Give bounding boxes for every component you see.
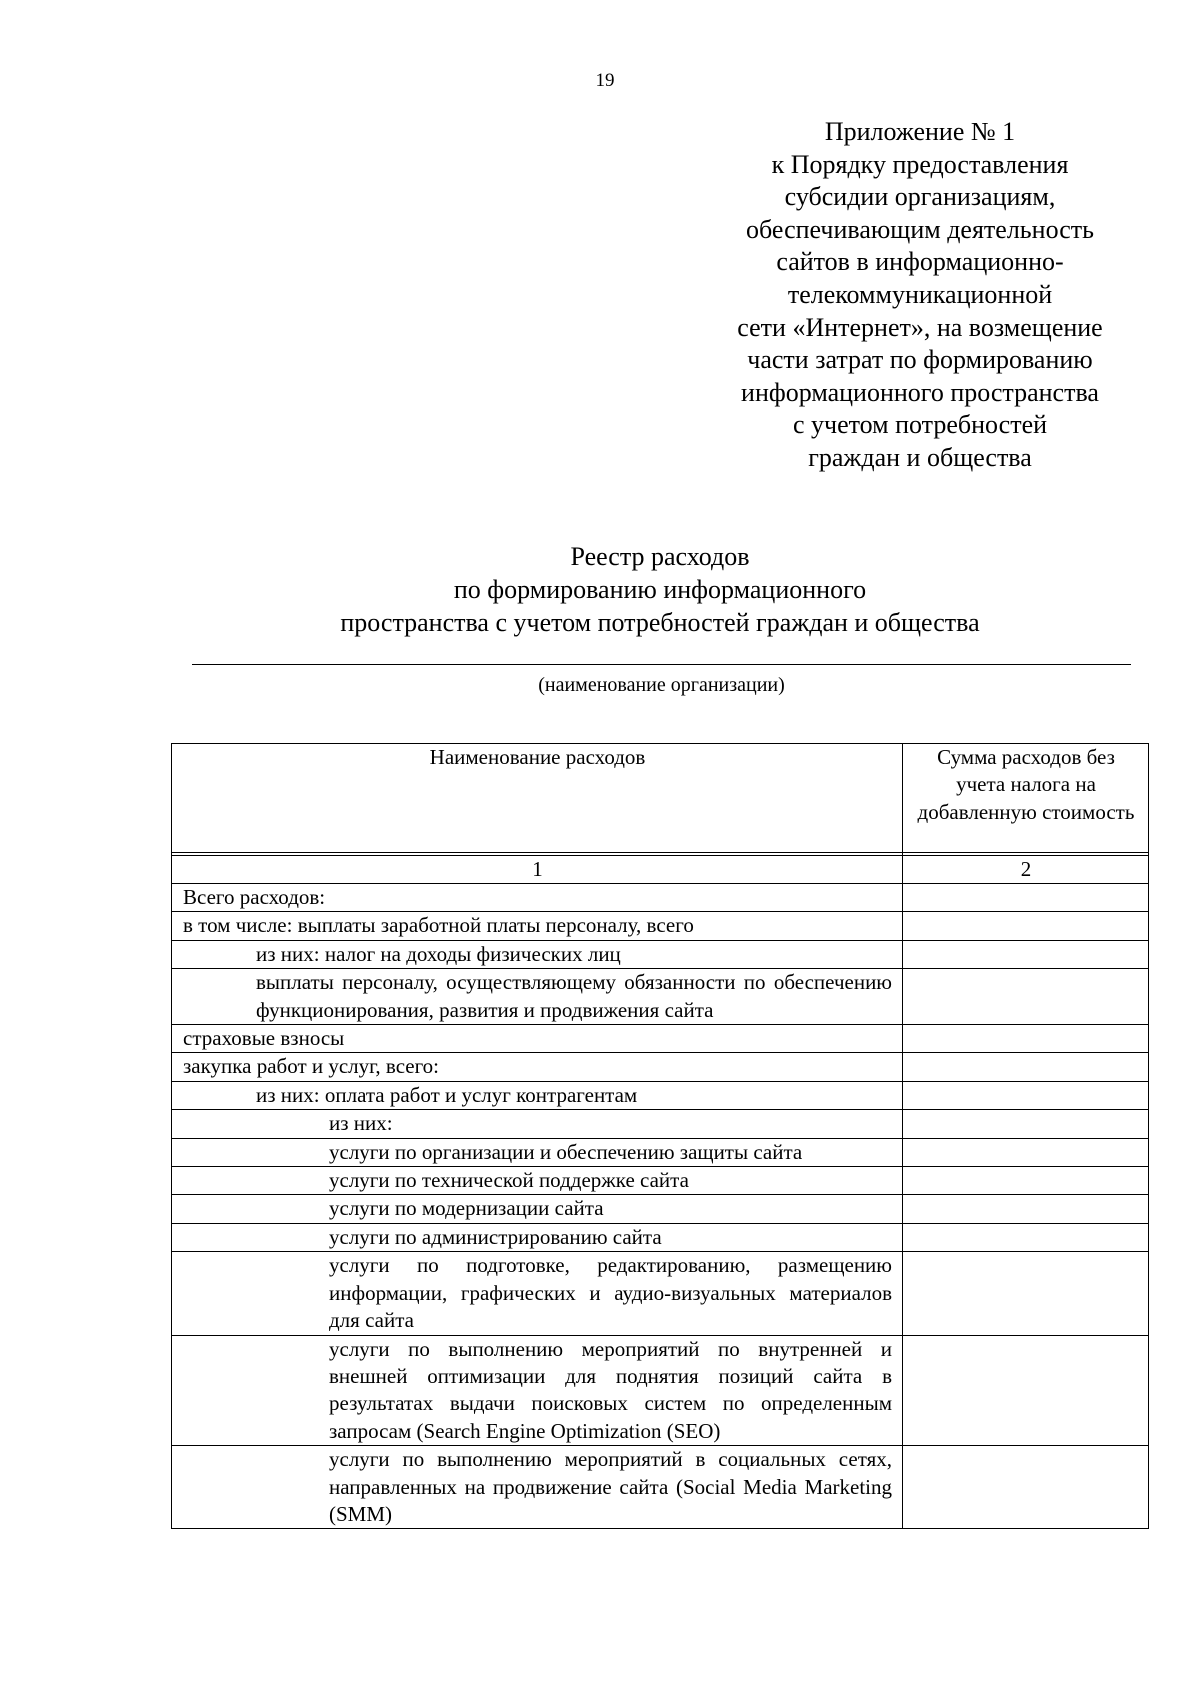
- appendix-line: обеспечивающим деятельность: [746, 214, 1094, 244]
- table-row: [172, 912, 1149, 940]
- document-title: [0, 540, 1200, 639]
- row-value-cell[interactable]: [903, 940, 1149, 968]
- row-value-cell[interactable]: [903, 1446, 1149, 1529]
- row-value-cell[interactable]: [903, 912, 1149, 940]
- row-label: из них:: [172, 1110, 903, 1138]
- table-row: [172, 969, 1149, 1025]
- row-label: закупка работ и услуг, всего:: [172, 1053, 903, 1081]
- row-value-cell[interactable]: [903, 884, 1149, 912]
- row-label: услуги по технической поддержке сайта: [172, 1167, 903, 1195]
- row-label: услуги по модернизации сайта: [172, 1195, 903, 1223]
- table-row: [172, 1081, 1149, 1109]
- appendix-line: части затрат по формированию: [747, 345, 1093, 375]
- row-label: из них: налог на доходы физических лиц: [172, 940, 903, 968]
- row-value-cell[interactable]: [903, 1252, 1149, 1335]
- row-label: из них: оплата работ и услуг контрагентам: [172, 1081, 903, 1109]
- appendix-line: телекоммуникационной: [787, 279, 1053, 309]
- appendix-line: сайтов в информационно-: [776, 247, 1064, 277]
- column-number-1: 1: [172, 856, 903, 884]
- table-row: [172, 1446, 1149, 1529]
- row-label: услуги по подготовке, редактированию, размещению информации, графических и аудио-визуальных материалов для сайта: [172, 1252, 903, 1335]
- column-numbers-row: [172, 856, 1149, 884]
- row-label: услуги по выполнению мероприятий по внутренней и внешней оптимизации для поднятия позиций сайта в результатах выдачи поисковых систем по определенным запросам (Search Engine Optimization (SEO): [172, 1335, 903, 1446]
- expense-registry-table: [171, 743, 1149, 1529]
- table-row: [172, 1335, 1149, 1446]
- table-row: [172, 1167, 1149, 1195]
- appendix-line: граждан и общества: [808, 442, 1032, 472]
- row-label: услуги по администрированию сайта: [172, 1223, 903, 1251]
- appendix-line: информационного пространства: [741, 377, 1099, 407]
- row-label: страховые взносы: [172, 1025, 903, 1053]
- row-value-cell[interactable]: [903, 1195, 1149, 1223]
- row-value-cell[interactable]: [903, 1053, 1149, 1081]
- appendix-line: к Порядку предоставления: [771, 149, 1069, 179]
- table-row: [172, 1223, 1149, 1251]
- header-expense-sum: Сумма расходов без учета налога на добавленную стоимость: [903, 744, 1149, 853]
- organization-caption: (наименование организации): [538, 674, 785, 696]
- row-value-cell[interactable]: [903, 969, 1149, 1025]
- title-line: по формированию информационного: [453, 575, 867, 604]
- row-label: выплаты персоналу, осуществляющему обязанности по обеспечению функционирования, развития и продвижения сайта: [172, 969, 903, 1025]
- row-label: услуги по организации и обеспечению защиты сайта: [172, 1138, 903, 1166]
- table-row: [172, 1025, 1149, 1053]
- appendix-line: сети «Интернет», на возмещение: [737, 312, 1103, 342]
- table-row: [172, 940, 1149, 968]
- title-line: Реестр расходов: [570, 542, 750, 571]
- table-row: [172, 1195, 1149, 1223]
- header-expense-name: Наименование расходов: [172, 744, 903, 853]
- appendix-line: субсидии организациям,: [784, 182, 1056, 212]
- row-value-cell[interactable]: [903, 1110, 1149, 1138]
- row-value-cell[interactable]: [903, 1025, 1149, 1053]
- page-number: 19: [595, 70, 615, 91]
- row-value-cell[interactable]: [903, 1081, 1149, 1109]
- table-row: [172, 1053, 1149, 1081]
- table-row: [172, 1252, 1149, 1335]
- title-line: пространства с учетом потребностей граждан и общества: [340, 608, 980, 637]
- row-label: в том числе: выплаты заработной платы персоналу, всего: [172, 912, 903, 940]
- row-label: Всего расходов:: [172, 884, 903, 912]
- appendix-line: с учетом потребностей: [792, 410, 1048, 440]
- column-number-2: 2: [903, 856, 1149, 884]
- row-value-cell[interactable]: [903, 1223, 1149, 1251]
- appendix-line: Приложение № 1: [824, 117, 1016, 146]
- row-value-cell[interactable]: [903, 1138, 1149, 1166]
- organization-name-line: [192, 664, 1131, 665]
- table-row: [172, 1110, 1149, 1138]
- table-row: [172, 1138, 1149, 1166]
- row-value-cell[interactable]: [903, 1335, 1149, 1446]
- appendix-header: [720, 116, 1120, 475]
- table-row: [172, 884, 1149, 912]
- row-value-cell[interactable]: [903, 1167, 1149, 1195]
- table-header-row: [172, 744, 1149, 853]
- row-label: услуги по выполнению мероприятий в социальных сетях, направленных на продвижение сайта (Social Media Marketing (SMM): [172, 1446, 903, 1529]
